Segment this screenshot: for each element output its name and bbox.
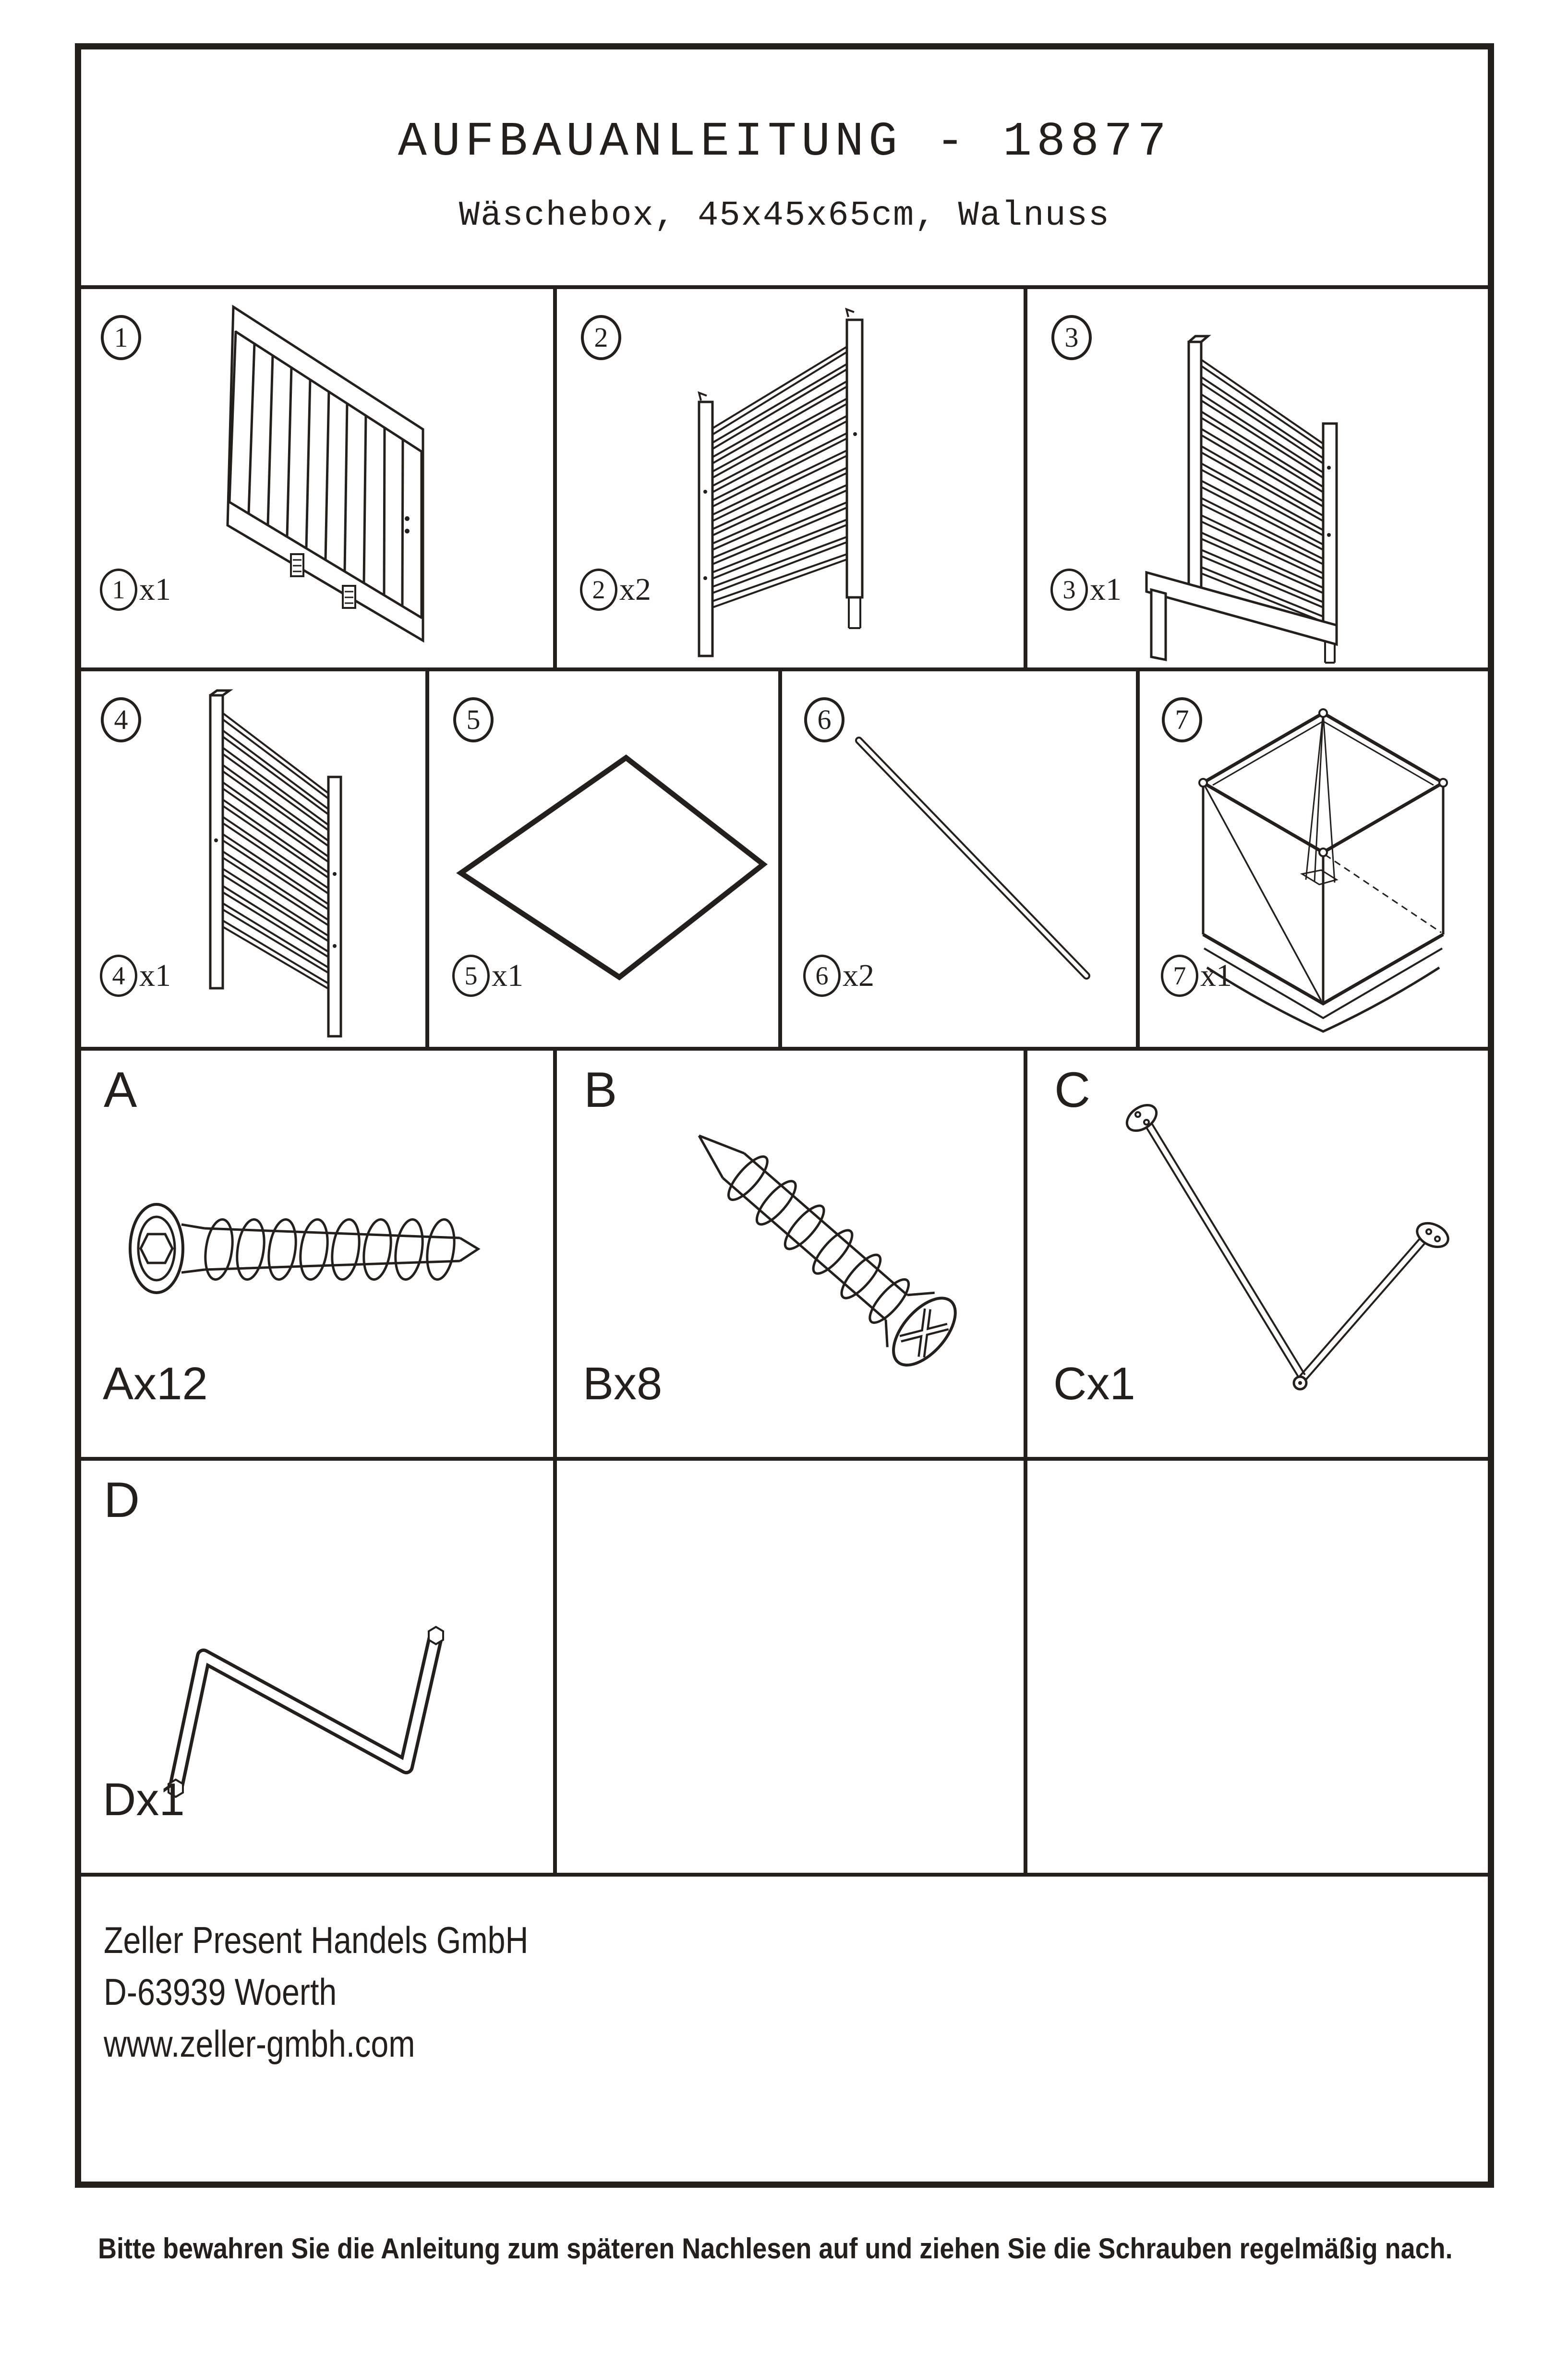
retention-note: Bitte bewahren Sie die Anleitung zum späteren Nachlesen auf und ziehen Sie die Schrauben regelmäßig nach. xyxy=(98,2232,1453,2265)
part-7-count-circle: 7 xyxy=(1161,955,1198,997)
part-4-badge xyxy=(101,697,141,742)
hardware-d-letter: D xyxy=(104,1472,140,1528)
hardware-b-cell xyxy=(555,1047,1025,1457)
part-7-count xyxy=(1161,955,1232,997)
part-5-count-circle: 5 xyxy=(452,955,490,997)
part-2-badge xyxy=(581,315,621,360)
part-1-count xyxy=(100,569,171,611)
part-3-count-circle: 3 xyxy=(1050,569,1088,611)
part-1-count-circle: 1 xyxy=(100,569,137,611)
part-2-cell xyxy=(555,285,1025,667)
part-6-badge xyxy=(804,697,844,742)
part-1-badge xyxy=(101,315,141,360)
footer-website: www.zeller-gmbh.com xyxy=(104,2023,415,2065)
part-6-count-circle: 6 xyxy=(803,955,841,997)
part-6-number: 6 xyxy=(817,704,832,735)
hardware-d-cell xyxy=(75,1457,555,1873)
part-5-badge xyxy=(453,697,494,742)
part-4-count-circle: 4 xyxy=(100,955,137,997)
part-5-cell xyxy=(427,667,778,1047)
part-4-number: 4 xyxy=(114,704,128,735)
part-2-count-circle: 2 xyxy=(580,569,617,611)
part-1-number: 1 xyxy=(114,322,128,353)
part-3-count xyxy=(1050,569,1122,611)
footer-address-block xyxy=(104,1914,528,2070)
part-3-number: 3 xyxy=(1064,322,1079,353)
hardware-b-count: Bx8 xyxy=(583,1358,663,1409)
hardware-c-letter: C xyxy=(1054,1062,1091,1118)
footer-company: Zeller Present Handels GmbH xyxy=(104,1919,529,1961)
part-5-count xyxy=(452,955,523,997)
part-2-number: 2 xyxy=(594,322,608,353)
hardware-a-letter: A xyxy=(104,1062,137,1118)
part-7-cell xyxy=(1136,667,1494,1047)
part-2-count-text: x2 xyxy=(619,572,651,607)
hardware-a-cell xyxy=(75,1047,555,1457)
part-3-badge xyxy=(1051,315,1092,360)
part-5-number: 5 xyxy=(466,704,481,735)
hardware-c-count: Cx1 xyxy=(1053,1358,1135,1409)
part-7-badge xyxy=(1162,697,1202,742)
part-1-cell xyxy=(75,285,555,667)
part-4-count xyxy=(100,955,171,997)
part-4-count-text: x1 xyxy=(139,958,171,993)
empty-cell-1 xyxy=(555,1457,1025,1873)
part-1-count-text: x1 xyxy=(139,572,171,607)
page-title: AUFBAUANLEITUNG - 18877 xyxy=(398,115,1171,170)
part-5-count-text: x1 xyxy=(492,958,523,993)
footer-city: D-63939 Woerth xyxy=(104,1971,337,2013)
part-4-cell xyxy=(75,667,425,1047)
empty-cell-2 xyxy=(1025,1457,1494,1873)
part-7-count-text: x1 xyxy=(1200,958,1232,993)
page-subtitle: Wäschebox, 45x45x65cm, Walnuss xyxy=(458,196,1110,235)
hardware-b-letter: B xyxy=(584,1062,617,1118)
part-6-cell xyxy=(778,667,1136,1047)
part-3-cell xyxy=(1025,285,1494,667)
part-2-count xyxy=(580,569,651,611)
part-6-count-text: x2 xyxy=(843,958,874,993)
part-6-count xyxy=(803,955,874,997)
grid-line-h5 xyxy=(75,1873,1494,1877)
part-3-count-text: x1 xyxy=(1090,572,1122,607)
part-7-number: 7 xyxy=(1175,704,1189,735)
hardware-d-count: Dx1 xyxy=(103,1774,185,1825)
hardware-c-cell xyxy=(1025,1047,1494,1457)
hardware-a-count: Ax12 xyxy=(103,1358,208,1409)
